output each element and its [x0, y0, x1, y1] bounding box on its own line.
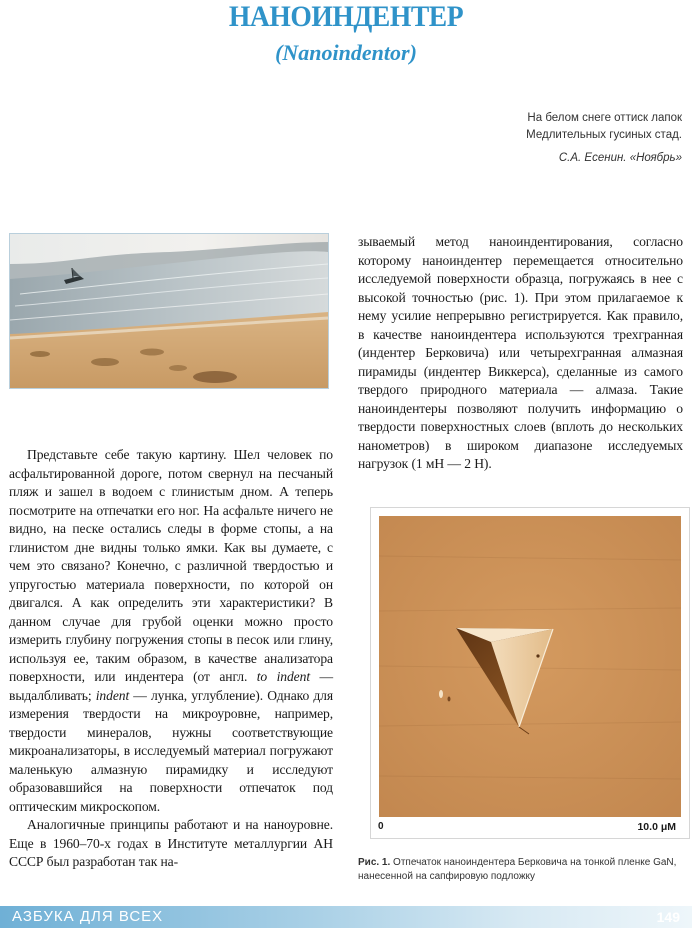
scale-end-label: 10.0 μM	[637, 821, 676, 833]
term-to-indent: to indent	[256, 669, 310, 684]
figure-afm-image	[370, 507, 690, 839]
page-number: 149	[656, 909, 680, 925]
epigraph-line: На белом снеге оттиск лапок	[527, 112, 682, 124]
caption-text: Отпечаток наноиндентера Берковича на тонкой пленке GaN, нанесенной на сапфировую подложку	[358, 857, 677, 882]
paragraph: зываемый метод наноиндентирования, согласно которому наноиндентер перемещается относительно исследуемой поверхности образца, погружаясь в нее с высокой точностью (рис. 1). При этом прилагаемое к нему усилие непрерывно регистрируется. Как правило, в качестве наноиндентера используются трехгранная (индентер Берковича) или четырехгранная алмазная пирамиды (индентер Виккерса), сделанные из самого твердого природного материала — алмаза. Такие наноиндентеры позволяют получить информацию о твердости поверхностных слоев (вплоть до нескольких нанометров) в широком диапазоне исследуемых нагрузок (1 мН — 2 Н).	[358, 234, 683, 471]
epigraph-signature: С.А. Есенин. «Ноябрь»	[558, 152, 682, 164]
paragraph: Аналогичные принципы работают и на наноуровне. Еще в 1960–70-х годах в Институте металлургии АН СССР был разработан так на-	[9, 817, 333, 869]
epigraph	[422, 110, 682, 167]
footer-bar	[0, 906, 692, 928]
rubric-label: АЗБУКА ДЛЯ ВСЕХ	[12, 908, 164, 925]
page-title: НАНОИНДЕНТЕР	[228, 0, 464, 33]
paragraph	[9, 446, 333, 816]
paragraph-text: Представьте себе такую картину. Шел человек по асфальтированной дороге, потом свернул на песчаный пляж и зашел в водоем с глинистым дном. А теперь посмотрите на отпечатки его ног. На асфальте ничего не видно, на песке остались следы в форме стопы, а на глинистом дне видны только ямки. Как вы думаете, с чем это связано? Конечно, с различной твердостью и упругостью материала поверхности, по которой он двигался. А как определить эти характеристики? В данном случае для грубой оценки можно просто измерить глубину погружения стопы в песок или глину, используя ее, таким образом, в качестве анализатора поверхности, или индентера (от англ.	[9, 447, 333, 684]
paragraph-text: — лунка, углубление). Однако для измерения твердости на микроуровне, например, твердости минералов, нужны соответствующие микроанализаторы, в исследуемый материал погружают маленькую алмазную пирамидку и исследуют образовавшийся на поверхности отпечаток под оптическим микроскопом.	[9, 687, 333, 814]
indent-imprint-image	[379, 516, 681, 817]
scale-start-label: 0	[378, 821, 384, 832]
page-subtitle: (Nanoindentor)	[275, 40, 417, 65]
figure-caption	[358, 856, 692, 884]
right-text-column	[358, 233, 683, 474]
left-text-column	[9, 446, 333, 872]
term-indent: indent	[95, 687, 130, 703]
epigraph-line: Медлительных гусиных стад.	[526, 129, 682, 141]
caption-label: Рис. 1.	[358, 857, 391, 868]
term-gloss: — выдалбливать;	[9, 669, 333, 703]
beach-footprints-illustration	[9, 233, 329, 389]
